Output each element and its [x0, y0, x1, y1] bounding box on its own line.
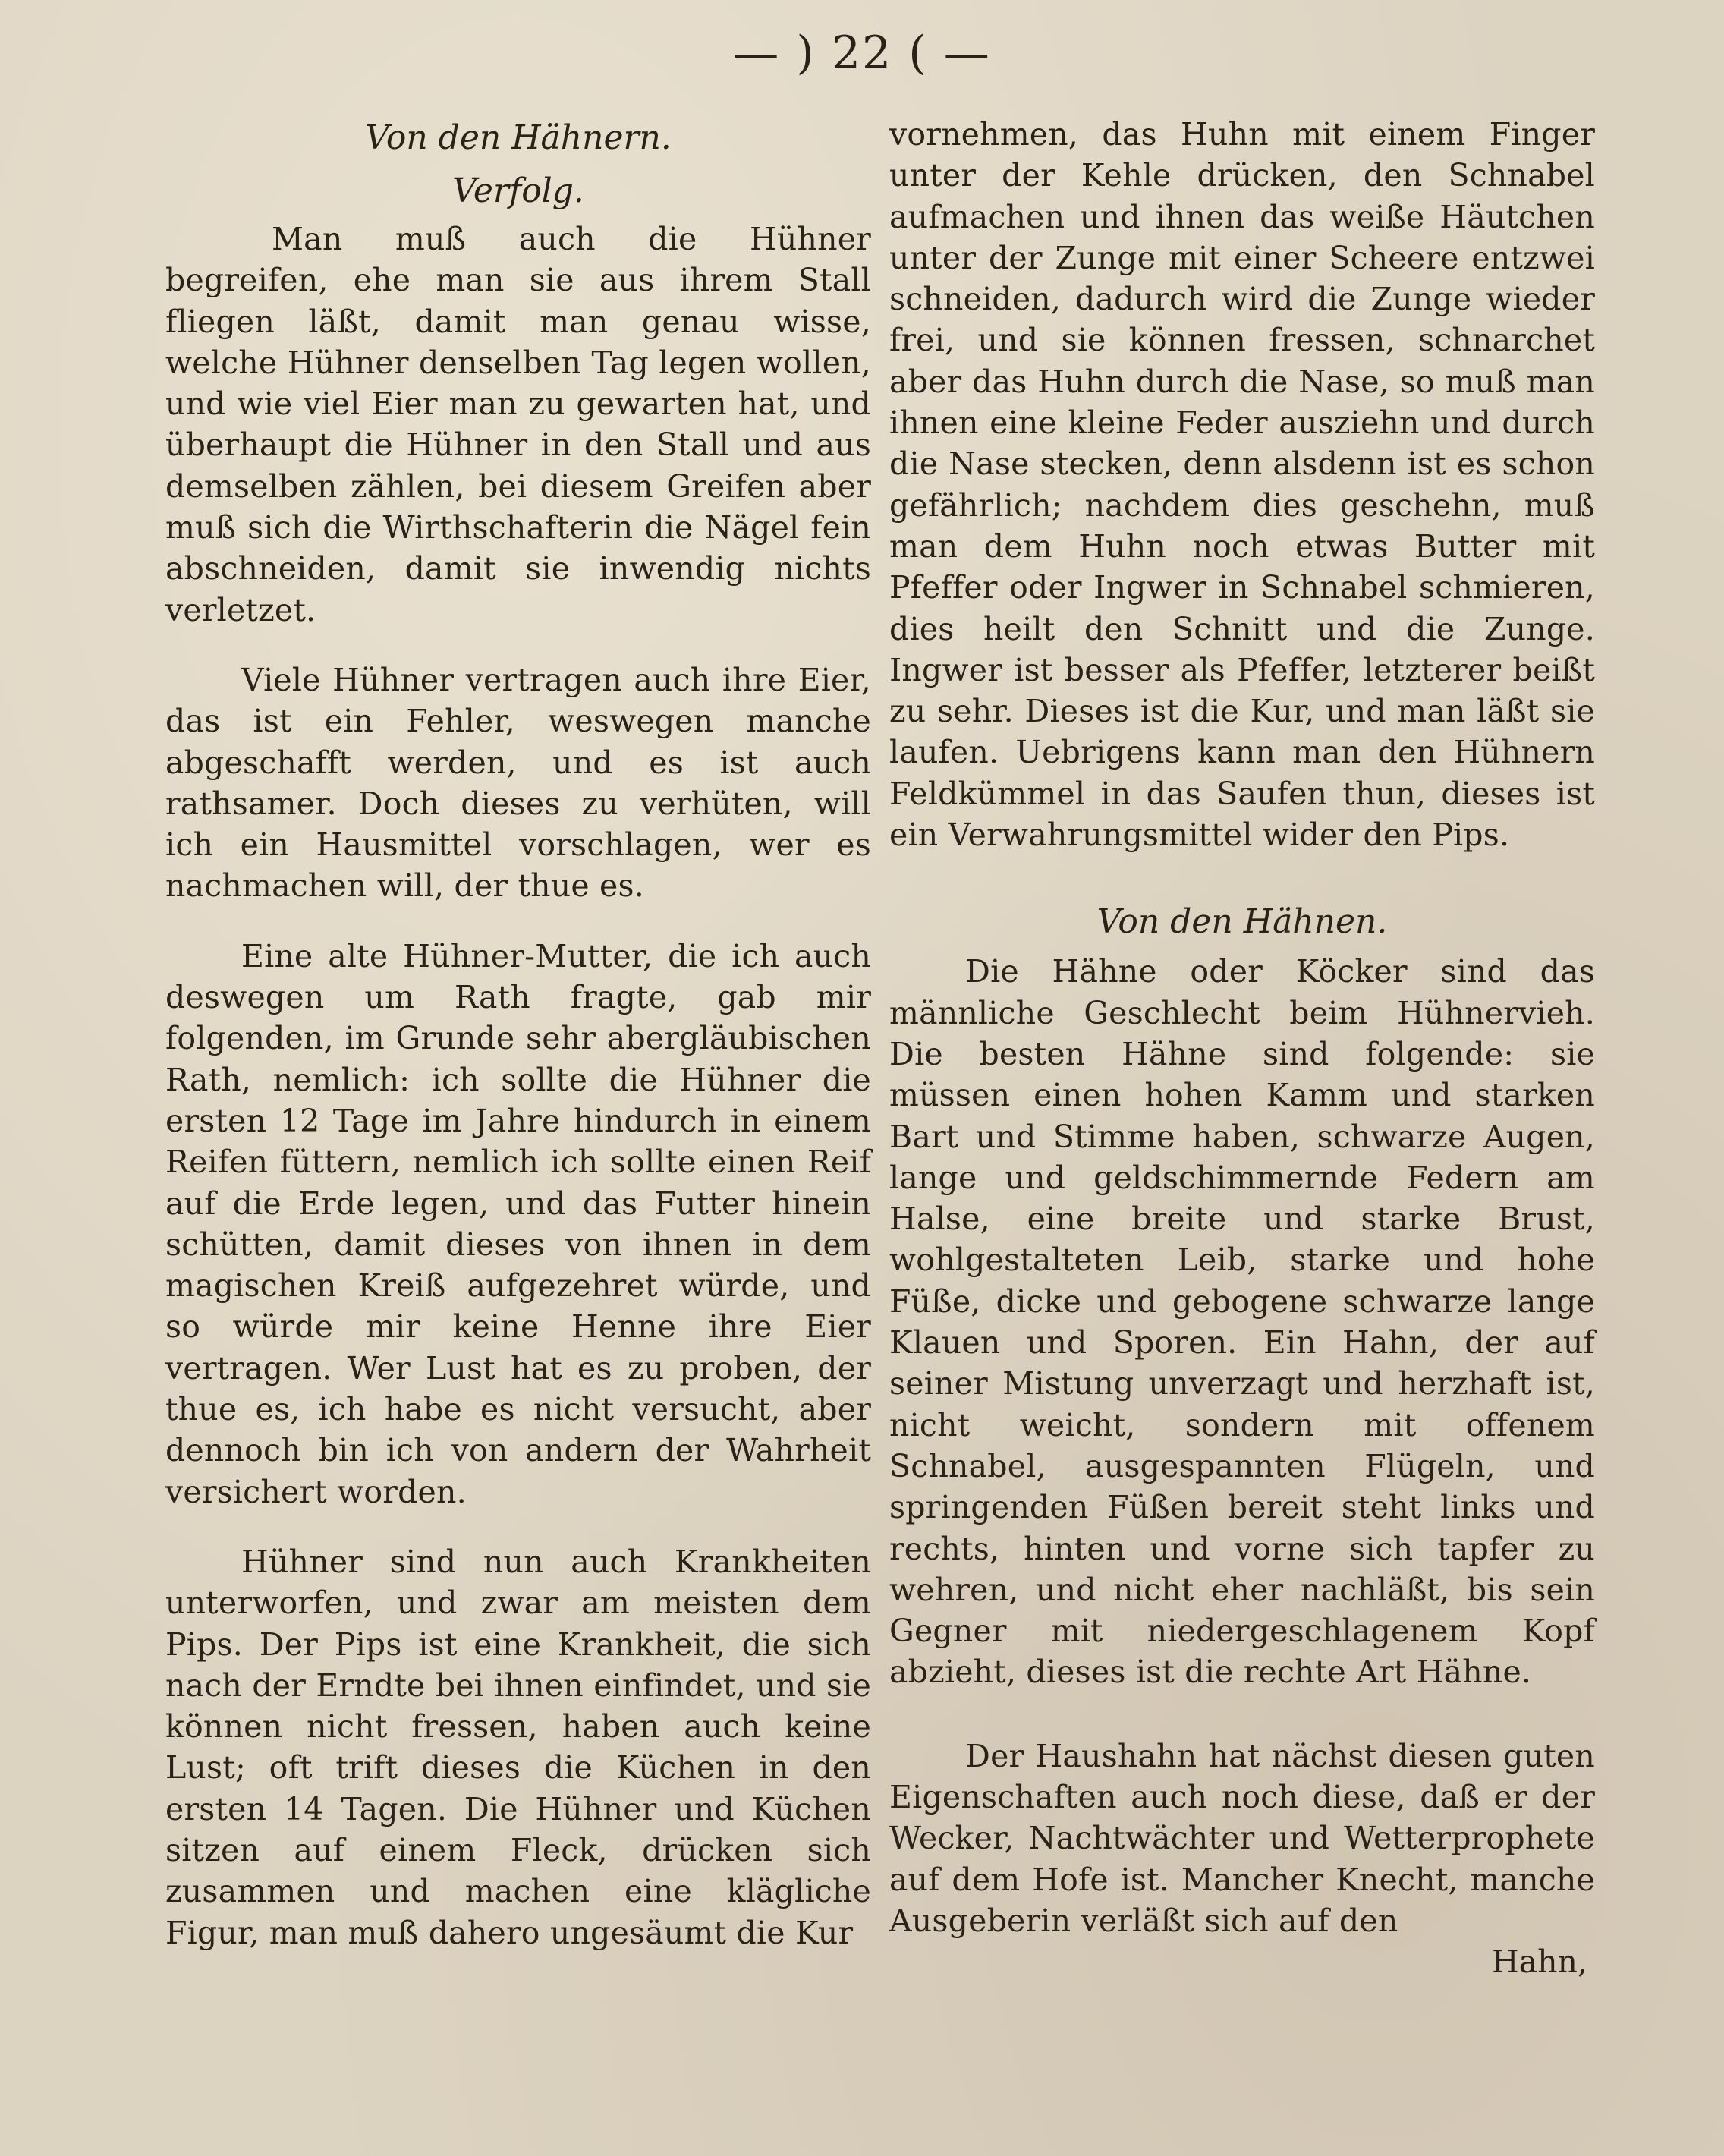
paragraph: Die Hähne oder Köcker sind das männliche Geschlecht beim Hühnervieh. Die besten Hähne sind folgende: sie müssen einen hohen Kamm und starken Bart und Stimme haben, schwarze Augen, lange und geldschimmernde Federn am Halse, eine breite und starke Brust, wohlgestalteten Leib, starke und hohe Füße, dicke und gebogene schwarze lange Klauen und Sporen. Ein Hahn, der auf seiner Mistung unverzagt und herzhaft ist, nicht weicht, sondern mit offenem Schnabel, ausgespannten Flügeln, und springenden Füßen bereit steht links und rechts, hinten und vorne sich tapfer zu wehren, und nicht eher nachläßt, bis sein Gegner mit niedergeschlagenem Kopf abzieht, dieses ist die rechte Art Hähne. — [889, 953, 1595, 1691]
section-title-left: Von den Hähnern. — [365, 118, 672, 157]
paragraph: Hühner sind nun auch Krankheiten unterworfen, und zwar am meisten dem Pips. Der Pips ist eine Krankheit, die sich nach der Erndte bei ihnen einfindet, und sie können nicht fressen, haben auch keine Lust; oft trift dieses die Küchen in den ersten 14 Tagen. Die Hühner und Küchen sitzen auf einem Fleck, drücken sich zusammen und machen eine klägliche Figur, man muß dahero ungesäumt die Kur — [165, 1543, 871, 1951]
paragraph: Viele Hühner vertragen auch ihre Eier, das ist ein Fehler, weswegen manche abgeschafft werden, und es ist auch rathsamer. Doch dieses zu verhüten, will ich ein Hausmittel vorschlagen, wer es nachmachen will, der thue es. — [165, 661, 871, 905]
catchword: Hahn, — [1491, 1944, 1587, 1981]
right-column — [889, 114, 1595, 1982]
paragraph: Der Haushahn hat nächst diesen guten Eigenschaften auch noch diese, daß er der Wecker, Nachtwächter und Wetterprophete auf dem Hofe ist. Mancher Knecht, manche Ausgeberin verläßt sich auf den — [889, 1737, 1595, 1939]
page-header: — ) 22 ( — — [733, 27, 991, 80]
paragraph: Eine alte Hühner-Mutter, die ich auch deswegen um Rath fragte, gab mir folgenden, im Grunde sehr abergläubischen Rath, nemlich: ich sollte die Hühner die ersten 12 Tage im Jahre hindurch in einem Reifen füttern, nemlich ich sollte einen Reif auf die Erde legen, und das Futter hinein schütten, damit dieses von ihnen in dem magischen Kreiß aufgezehret würde, und so würde mir keine Henne ihre Eier vertragen. Wer Lust hat es zu proben, der thue es, ich habe es nicht versucht, aber dennoch bin ich von andern der Wahrheit versichert worden. — [165, 937, 871, 1510]
section-subtitle: Verfolg. — [452, 172, 584, 210]
section-title-right: Von den Hähnen. — [1096, 902, 1388, 942]
paragraph: Man muß auch die Hühner begreifen, ehe man sie aus ihrem Stall fliegen läßt, damit man genau wisse, welche Hühner denselben Tag legen wollen, und wie viel Eier man zu gewarten hat, und überhaupt die Hühner in den Stall und aus demselben zählen, bei diesem Greifen aber muß sich die Wirthschafterin die Nägel fein abschneiden, damit sie inwendig nichts verletzet. — [165, 221, 871, 628]
paragraph-continuation: vornehmen, das Huhn mit einem Finger unter der Kehle drücken, den Schnabel aufmachen und ihnen das weiße Häutchen unter der Zunge mit einer Scheere entzwei schneiden, dadurch wird die Zunge wieder frei, und sie können fressen, schnarchet aber das Huhn durch die Nase, so muß man ihnen eine kleine Feder ausziehn und durch die Nase stecken, denn alsdenn ist es schon gefährlich; nachdem dies geschehn, muß man dem Huhn noch etwas Butter mit Pfeffer oder Ingwer in Schnabel schmieren, dies heilt den Schnitt und die Zunge. Ingwer ist besser als Pfeffer, letzterer beißt zu sehr. Dieses ist die Kur, und man läßt sie laufen. Uebrigens kann man den Hühnern Feldkümmel in das Saufen thun, dieses ist ein Verwahrungsmittel wider den Pips. — [889, 116, 1595, 854]
left-column — [165, 114, 871, 1953]
